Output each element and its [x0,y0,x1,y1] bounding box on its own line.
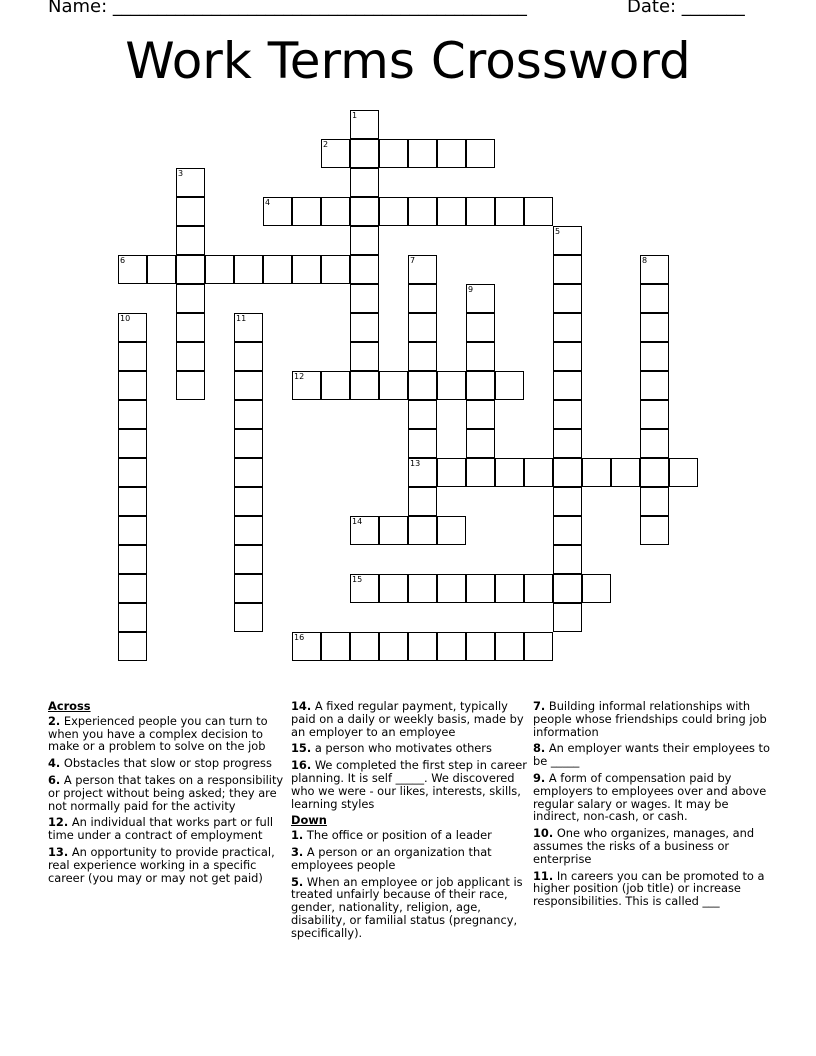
grid-cell[interactable] [669,458,698,487]
grid-cell[interactable] [379,197,408,226]
grid-cell[interactable] [466,342,495,371]
grid-cell[interactable] [350,255,379,284]
clue-down-3: 3. A person or an organization that employees people [291,844,492,872]
grid-cell[interactable] [640,371,669,400]
grid-cell[interactable] [408,458,437,487]
grid-cell[interactable] [553,400,582,429]
grid-cell[interactable] [466,371,495,400]
grid-cell[interactable] [350,110,379,139]
page-title: Work Terms Crossword [125,32,691,90]
grid-cell[interactable] [437,197,466,226]
grid-cell[interactable] [640,342,669,371]
grid-cell[interactable] [466,139,495,168]
grid-cell[interactable] [118,632,147,661]
grid-cell[interactable] [234,458,263,487]
grid-cell[interactable] [292,371,321,400]
grid-cell[interactable] [234,545,263,574]
clue-column-3 [533,700,771,912]
grid-cell[interactable] [553,342,582,371]
grid-cell[interactable] [524,458,553,487]
grid-cell[interactable] [408,632,437,661]
grid-cell[interactable] [234,429,263,458]
grid-cell[interactable] [147,255,176,284]
grid-cell[interactable] [553,603,582,632]
grid-cell[interactable] [379,574,408,603]
grid-cell[interactable] [118,342,147,371]
grid-cell[interactable] [408,255,437,284]
grid-cell[interactable] [350,284,379,313]
cell-number: 7 [410,256,416,265]
grid-cell[interactable] [292,255,321,284]
grid-cell[interactable] [176,168,205,197]
grid-cell[interactable] [553,574,582,603]
cell-number: 6 [120,256,126,265]
grid-cell[interactable] [408,313,437,342]
grid-cell[interactable] [350,574,379,603]
grid-cell[interactable] [553,458,582,487]
grid-cell[interactable] [437,632,466,661]
grid-cell[interactable] [176,313,205,342]
grid-cell[interactable] [350,139,379,168]
grid-cell[interactable] [640,458,669,487]
clue-down-5: 5. When an employee or job applicant is treated unfairly because of their race, gender, nationality, religion, age, disability, or familial status (pregnancy, specifically). [291,874,523,940]
grid-cell[interactable] [466,400,495,429]
grid-cell[interactable] [466,313,495,342]
grid-cell[interactable] [321,371,350,400]
grid-cell[interactable] [640,487,669,516]
grid-cell[interactable] [553,284,582,313]
grid-cell[interactable] [640,255,669,284]
grid-cell[interactable] [553,429,582,458]
grid-cell[interactable] [553,226,582,255]
grid-cell[interactable] [263,197,292,226]
grid-cell[interactable] [176,255,205,284]
grid-cell[interactable] [408,429,437,458]
grid-cell[interactable] [640,400,669,429]
clue-across-6: 6. A person that takes on a responsibility or project without being asked; they are not normally paid for the activity [48,772,284,813]
grid-cell[interactable] [234,516,263,545]
grid-cell[interactable] [176,342,205,371]
cell-number: 15 [352,575,363,584]
clue-across-14: 14. A fixed regular payment, typically paid on a daily or weekly basis, made by an employer to an employee [291,699,524,739]
grid-cell[interactable] [118,400,147,429]
cell-number: 1 [352,111,358,120]
grid-cell[interactable] [379,632,408,661]
date-field[interactable]: Date: _______ [627,0,745,17]
clue-down-11: 11. In careers you can be promoted to a higher position (job title) or increase responsibilities. This is called ___ [533,868,765,909]
cell-number: 3 [178,169,184,178]
grid-cell[interactable] [379,371,408,400]
grid-cell[interactable] [379,516,408,545]
grid-cell[interactable] [350,168,379,197]
grid-cell[interactable] [176,226,205,255]
grid-cell[interactable] [118,255,147,284]
grid-cell[interactable] [350,226,379,255]
grid-cell[interactable] [437,371,466,400]
clue-column-2 [291,700,529,944]
clue-column-1 [48,700,286,888]
clue-down-9: 9. A form of compensation paid by employers to employees over and above regular salary or wages. It may be indirect, non-cash, or cash. [533,770,767,824]
grid-cell[interactable] [350,342,379,371]
name-field[interactable]: Name: ______________________________________________ [48,0,527,17]
grid-cell[interactable] [553,255,582,284]
grid-cell[interactable] [437,458,466,487]
grid-cell[interactable] [582,574,611,603]
grid-cell[interactable] [350,632,379,661]
grid-cell[interactable] [292,632,321,661]
grid-cell[interactable] [582,458,611,487]
grid-cell[interactable] [611,458,640,487]
clue-across-4: 4. Obstacles that slow or stop progress [48,756,272,771]
grid-cell[interactable] [234,313,263,342]
grid-cell[interactable] [408,197,437,226]
grid-cell[interactable] [408,487,437,516]
grid-cell[interactable] [466,284,495,313]
grid-cell[interactable] [234,574,263,603]
cell-number: 8 [642,256,648,265]
grid-cell[interactable] [524,632,553,661]
cell-number: 14 [352,517,363,526]
grid-cell[interactable] [640,429,669,458]
cell-number: 11 [236,314,247,323]
grid-cell[interactable] [408,371,437,400]
grid-cell[interactable] [350,371,379,400]
grid-cell[interactable] [553,545,582,574]
grid-cell[interactable] [118,545,147,574]
clue-across-12: 12. An individual that works part or full time under a contract of employment [48,815,274,843]
grid-cell[interactable] [263,255,292,284]
grid-cell[interactable] [176,284,205,313]
grid-cell[interactable] [408,516,437,545]
grid-cell[interactable] [321,255,350,284]
grid-cell[interactable] [234,371,263,400]
grid-cell[interactable] [553,487,582,516]
grid-cell[interactable] [466,197,495,226]
cell-number: 16 [294,633,305,642]
clue-across-16: 16. We completed the first step in career planning. It is self _____. We discovered who we were - our likes, interests, skills, learning styles [291,758,527,811]
grid-cell[interactable] [553,516,582,545]
grid-cell[interactable] [640,284,669,313]
grid-cell[interactable] [408,139,437,168]
grid-cell[interactable] [437,574,466,603]
grid-cell[interactable] [640,313,669,342]
grid-cell[interactable] [234,400,263,429]
grid-cell[interactable] [408,284,437,313]
cell-number: 9 [468,285,474,294]
cell-number: 2 [323,140,329,149]
grid-cell[interactable] [495,458,524,487]
cell-number: 12 [294,372,305,381]
grid-cell[interactable] [466,458,495,487]
grid-cell[interactable] [118,371,147,400]
cell-number: 10 [120,314,131,323]
grid-cell[interactable] [118,429,147,458]
grid-cell[interactable] [553,313,582,342]
grid-cell[interactable] [408,342,437,371]
grid-cell[interactable] [466,429,495,458]
grid-cell[interactable] [118,458,147,487]
grid-cell[interactable] [176,197,205,226]
grid-cell[interactable] [437,139,466,168]
grid-cell[interactable] [524,574,553,603]
grid-cell[interactable] [350,313,379,342]
grid-cell[interactable] [350,197,379,226]
grid-cell[interactable] [234,255,263,284]
grid-cell[interactable] [350,516,379,545]
grid-cell[interactable] [292,197,321,226]
down-heading: Down [291,813,327,828]
grid-cell[interactable] [495,371,524,400]
grid-cell[interactable] [640,516,669,545]
cell-number: 13 [410,459,421,468]
grid-cell[interactable] [321,197,350,226]
clue-down-8: 8. An employer wants their employees to be _____ [533,741,770,769]
grid-cell[interactable] [205,255,234,284]
grid-cell[interactable] [118,487,147,516]
grid-cell[interactable] [234,342,263,371]
grid-cell[interactable] [321,632,350,661]
grid-cell[interactable] [466,632,495,661]
grid-cell[interactable] [379,139,408,168]
grid-cell[interactable] [495,574,524,603]
grid-cell[interactable] [234,487,263,516]
grid-cell[interactable] [524,197,553,226]
grid-cell[interactable] [466,574,495,603]
grid-cell[interactable] [495,197,524,226]
grid-cell[interactable] [118,574,147,603]
clue-down-1: 1. The office or position of a leader [291,828,492,843]
grid-cell[interactable] [118,603,147,632]
across-heading: Across [48,699,91,713]
clue-across-15: 15. a person who motivates others [291,741,492,756]
grid-cell[interactable] [321,139,350,168]
grid-cell[interactable] [553,371,582,400]
grid-cell[interactable] [408,574,437,603]
grid-cell[interactable] [408,400,437,429]
clue-across-2: 2. Experienced people you can turn to when you have a complex decision to make or a problem to solve on the job [48,713,268,754]
grid-cell[interactable] [176,371,205,400]
clue-down-10: 10. One who organizes, manages, and assumes the risks of a business or enterprise [533,826,755,866]
clue-down-7: 7. Building informal relationships with people whose friendships could bring job information [533,699,767,739]
cell-number: 4 [265,198,271,207]
grid-cell[interactable] [437,516,466,545]
clue-across-13: 13. An opportunity to provide practical, real experience working in a specific career (you may or may not get paid) [48,844,275,885]
grid-cell[interactable] [234,603,263,632]
cell-number: 5 [555,227,561,236]
grid-cell[interactable] [118,516,147,545]
grid-cell[interactable] [118,313,147,342]
grid-cell[interactable] [495,632,524,661]
